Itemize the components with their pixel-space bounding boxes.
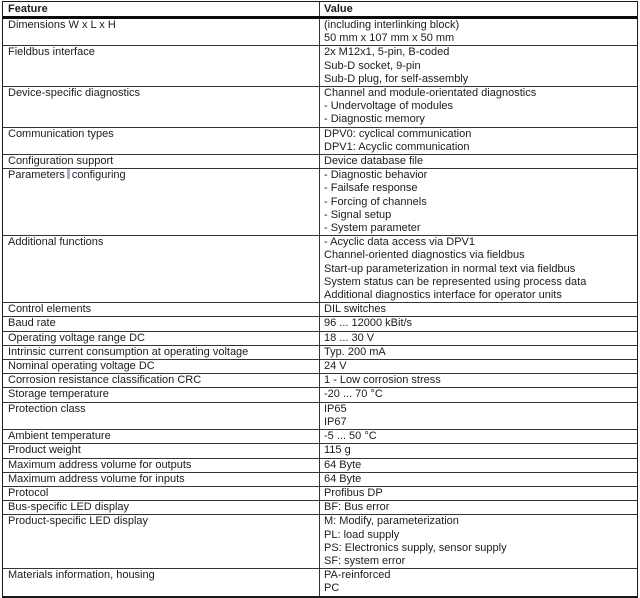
value-line: DPV0: cyclical communication [324,127,472,140]
feature-cell: Operating voltage range DC [3,332,320,345]
feature-cell: Bus-specific LED display [3,501,320,514]
value-cell [320,444,637,457]
text-cursor [67,169,70,179]
value-line: SF: system error [324,554,406,567]
value-line: - Forcing of channels [324,195,427,208]
table-row [3,387,637,401]
specification-table [2,1,638,598]
value-line: -20 ... 70 °C [324,388,383,401]
value-cell [320,155,637,168]
value-line: - Acyclic data access via DPV1 [324,236,476,249]
table-row [3,316,637,330]
value-cell [320,501,637,514]
table-row [3,373,637,387]
value-line: 2x M12x1, 5-pin, B-coded [324,46,450,59]
value-line: 24 V [324,360,347,373]
value-line: Channel and module-orientated diagnostics [324,87,537,100]
value-cell [320,128,637,154]
table-row [3,331,637,345]
value-line: IP67 [324,415,347,428]
table-row [3,486,637,500]
table-row [3,458,637,472]
value-line: 64 Byte [324,472,362,485]
feature-cell: Protection class [3,403,320,429]
value-line: Channel-oriented diagnostics via fieldbus [324,249,525,262]
feature-cell: Baud rate [3,317,320,330]
value-cell [320,473,637,486]
header-value-cell: Value [324,3,353,15]
table-row [3,19,637,45]
header-feature-cell: Feature [3,2,320,16]
table-row [3,168,637,235]
feature-cell: Maximum address volume for inputs [3,473,320,486]
value-cell [320,388,637,401]
feature-cell: Control elements [3,303,320,316]
value-cell [320,487,637,500]
value-line: System status can be represented using process data [324,275,587,288]
table-row [3,345,637,359]
value-line: M: Modify, parameterization [324,515,459,528]
value-cell [320,569,637,595]
feature-cell: Configuration support [3,155,320,168]
spec-table-body [3,19,637,596]
table-row [3,302,637,316]
value-line: Additional diagnostics interface for operator units [324,289,562,302]
value-cell [320,317,637,330]
table-row [3,443,637,457]
value-line: IP65 [324,402,347,415]
value-line: - System parameter [324,222,421,235]
feature-cell: Nominal operating voltage DC [3,360,320,373]
value-cell [320,360,637,373]
value-line: 115 g [324,444,351,457]
table-row [3,500,637,514]
value-cell [320,459,637,472]
value-line: Typ. 200 mA [324,345,386,358]
value-cell [320,430,637,443]
feature-cell: Corrosion resistance classification CRC [3,374,320,387]
table-row [3,429,637,443]
value-cell [320,403,637,429]
value-line: 64 Byte [324,458,362,471]
table-header-row [3,2,637,19]
table-row [3,472,637,486]
value-line: 1 - Low corrosion stress [324,374,441,387]
value-line: -5 ... 50 °C [324,430,377,443]
value-line: - Diagnostic behavior [324,169,428,182]
value-cell [320,169,637,235]
value-line: 96 ... 12000 kBit/s [324,317,413,330]
value-line: PA-reinforced [324,569,391,582]
table-row [3,359,637,373]
value-line: Profibus DP [324,486,383,499]
feature-cell: Dimensions W x L x H [3,19,320,45]
feature-cell: Fieldbus interface [3,46,320,86]
value-line: PL: load supply [324,528,400,541]
feature-cell [3,169,320,235]
value-line: (including interlinking block) [324,19,460,31]
value-line: 50 mm x 107 mm x 50 mm [324,32,455,45]
feature-cell: Protocol [3,487,320,500]
feature-cell: Product-specific LED display [3,515,320,568]
value-line: - Diagnostic memory [324,113,425,126]
table-row [3,402,637,429]
value-cell [320,236,637,302]
table-row [3,514,637,568]
feature-cell: Device-specific diagnostics [3,87,320,127]
table-row [3,568,637,595]
table-row [3,235,637,302]
value-cell [320,46,637,86]
feature-cell: Additional functions [3,236,320,302]
feature-cell: Maximum address volume for outputs [3,459,320,472]
table-row [3,45,637,86]
value-cell [320,87,637,127]
feature-cell: Storage temperature [3,388,320,401]
feature-cell: Communication types [3,128,320,154]
value-line: PS: Electronics supply, sensor supply [324,541,507,554]
table-row [3,127,637,154]
value-line: 18 ... 30 V [324,331,375,344]
value-line: - Undervoltage of modules [324,100,454,113]
value-cell [320,19,637,45]
value-cell [320,303,637,316]
feature-label-part: Parameters [8,169,65,182]
value-line: Sub-D plug, for self-assembly [324,72,469,85]
value-line: DPV1: Acyclic communication [324,140,470,153]
value-line: BF: Bus error [324,501,390,514]
feature-label-part: configuring [71,169,126,182]
feature-cell: Intrinsic current consumption at operating voltage [3,346,320,359]
table-row [3,86,637,127]
value-line: - Failsafe response [324,182,418,195]
value-line: Device database file [324,155,424,168]
value-cell [320,374,637,387]
value-line: DIL switches [324,303,386,316]
value-line: Start-up parameterization in normal text via fieldbus [324,262,576,275]
feature-cell: Ambient temperature [3,430,320,443]
feature-cell: Product weight [3,444,320,457]
value-line: PC [324,582,340,595]
value-cell [320,515,637,568]
value-line: - Signal setup [324,208,392,221]
feature-cell: Materials information, housing [3,569,320,595]
value-cell [320,332,637,345]
value-cell [320,346,637,359]
value-line: Sub-D socket, 9-pin [324,59,421,72]
table-row [3,154,637,168]
